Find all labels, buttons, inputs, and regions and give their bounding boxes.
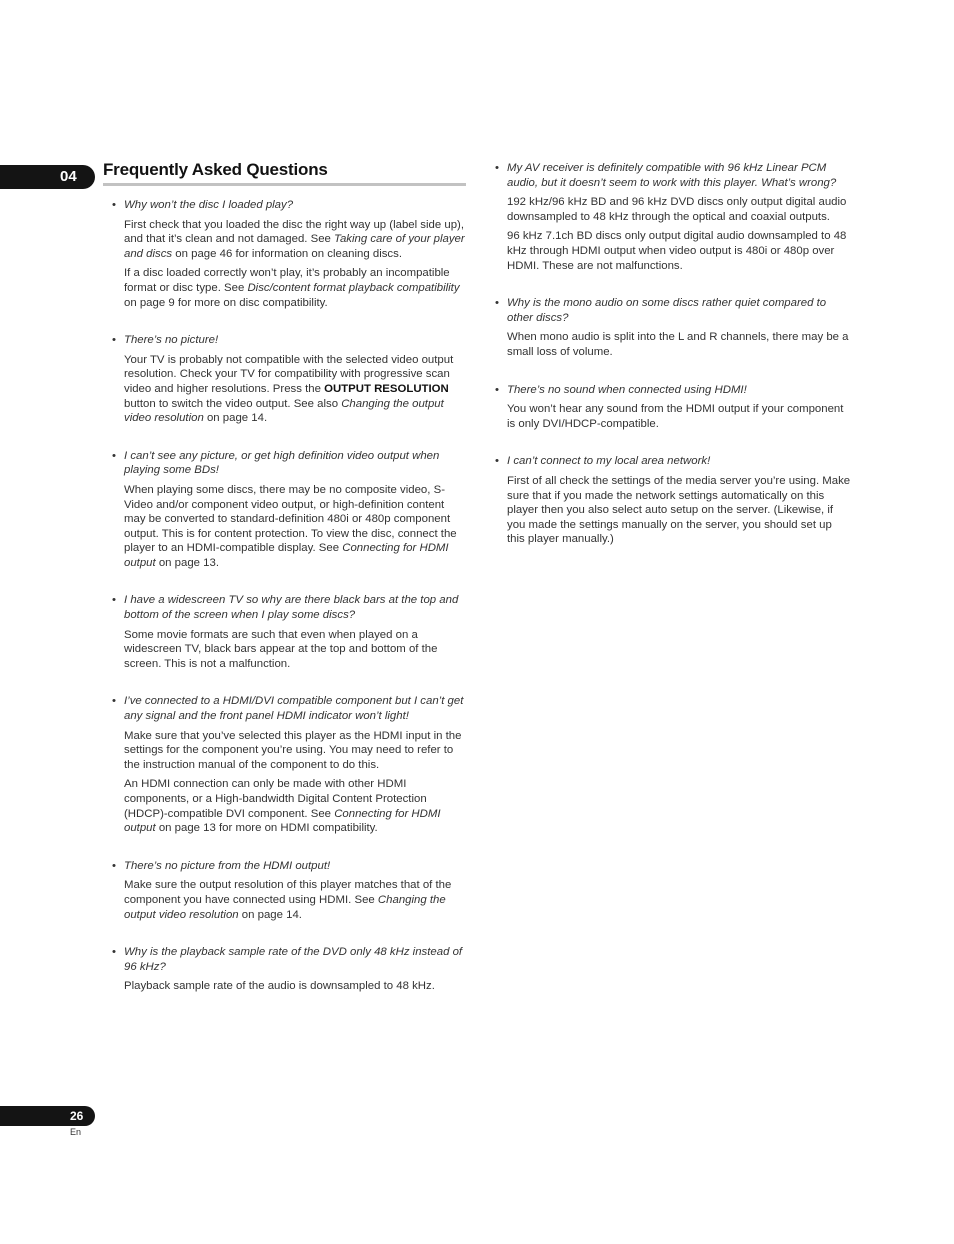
page-language: En [70,1127,82,1137]
answer-text: 96 kHz 7.1ch BD discs only output digital audio downsampled to 48 kHz through HDMI output when video output is 480i or 480p over HDMI. These are not malfunctions. [507,230,847,272]
bullet-icon: • [112,449,116,462]
answer-text: on page 13 for more on HDMI compatibility. [155,822,378,835]
answer-text: Your TV is probably not compatible with the selected video output resolution. Check your TV for compatibility with progressive scan video and higher resolutions. Press the [124,353,454,395]
faq-answer [507,195,852,224]
faq-item [112,449,466,571]
faq-item [495,454,852,547]
cross-reference: Changing the output video resolution [124,893,446,921]
answer-text: When playing some discs, there may be no composite video, S-Video and/or component video output, or high-definition content may be converted to standard-definition 480i or 480p component output. This is for content protection. To view the disc, connect the player to an HDMI-compatible display. See [124,483,457,555]
faq-question [112,859,466,874]
question-text: Why is the playback sample rate of the DVD only 48 kHz instead of 96 kHz? [124,946,463,973]
question-text: I have a widescreen TV so why are there black bars at the top and bottom of the screen when I play some discs? [124,594,459,622]
answer-text: on page 14. [203,412,268,425]
bullet-icon: • [112,946,116,959]
faq-question [112,945,466,974]
bullet-icon: • [495,297,499,310]
question-text: I can’t connect to my local area network! [507,455,711,468]
faq-answer [124,353,466,426]
question-text: My AV receiver is definitely compatible with 96 kHz Linear PCM audio, but it doesn’t seem to work with this player. What’s wrong? [507,162,837,189]
faq-answer [124,979,466,994]
faq-answer [124,628,466,672]
answer-text: You won’t hear any sound from the HDMI output if your component is only DVI/HDCP-compatible. [507,403,844,430]
faq-answer [124,777,466,835]
bullet-icon: • [112,334,116,347]
cross-reference: Connecting for HDMI output [124,542,449,569]
faq-answer [507,402,852,431]
faq-question [495,161,852,190]
bullet-icon: • [112,695,116,708]
answer-text: First of all check the settings of the media server you’re using. Make sure that if you made the network settings automatically on this player then you also select auto setup on the server. (Likewise, if you made the settings manually on the server, you should set up this player manually.) [507,474,851,546]
faq-question [112,593,466,622]
answer-text: If a disc loaded correctly won’t play, it’s probably an incompatible format or disc type. See [124,267,450,294]
bullet-icon: • [112,859,116,872]
faq-answer [124,878,466,922]
faq-item [112,593,466,671]
faq-column-right [495,161,852,570]
bullet-icon: • [495,162,499,174]
bullet-icon: • [112,594,116,607]
answer-text: Make sure the output resolution of this player matches that of the component you have connected using HDMI. See [124,879,452,906]
answer-text: 192 kHz/96 kHz BD and 96 kHz DVD discs only output digital audio downsampled to 48 kHz through the optical and coaxial outputs. [507,196,847,223]
cross-reference: Taking care of your player and discs [124,233,465,260]
page-title: Frequently Asked Questions [103,160,328,179]
question-text: I can’t see any picture, or get high definition video output when playing some BDs! [124,449,440,477]
button-name: OUTPUT RESOLUTION [324,382,449,395]
faq-item [112,694,466,835]
page-number-tab [0,1106,95,1126]
answer-text: Make sure that you’ve selected this player as the HDMI input in the settings for the component you’re using. You may need to refer to the instruction manual of the component to do this. [124,729,462,771]
faq-item [112,945,466,994]
answer-text: When mono audio is split into the L and R channels, there may be a small loss of volume. [507,331,849,358]
faq-answer [124,218,466,262]
answer-text: on page 46 for information on cleaning discs. [172,247,402,260]
question-text: There’s no sound when connected using HDMI! [507,383,747,396]
answer-text: button to switch the video output. See also [124,397,342,410]
answer-text: First check that you loaded the disc the right way up (label side up), and that it’s clean and not damaged. See [124,218,465,246]
faq-question [495,296,852,325]
bullet-icon: • [495,383,499,396]
answer-text: on page 9 for more on disc compatibility. [124,296,328,309]
cross-reference: Disc/content format playback compatibility [247,281,460,294]
faq-answer [124,266,466,310]
title-divider [103,183,466,186]
faq-item [112,198,466,310]
question-text: Why won’t the disc I loaded play? [124,199,294,211]
faq-item [495,161,852,273]
faq-item [495,383,852,432]
answer-text: on page 14. [238,908,302,921]
chapter-number: 04 [60,168,77,185]
chapter-tab [0,165,95,189]
faq-answer [124,729,466,773]
faq-question [112,333,466,348]
answer-text: An HDMI connection can only be made with other HDMI components, or a High-bandwidth Digital Content Protection (HDCP)-compatible DVI component. See [124,778,427,820]
question-text: Why is the mono audio on some discs rather quiet compared to other discs? [507,297,827,324]
faq-column-left [112,198,466,1017]
faq-question [112,449,466,478]
faq-item [112,333,466,426]
faq-answer [507,330,852,359]
faq-item [495,296,852,359]
page-number: 26 [70,1109,84,1123]
faq-answer [507,229,852,273]
question-text: There’s no picture from the HDMI output! [124,859,331,872]
answer-text: on page 13. [155,556,220,569]
faq-question [495,383,852,398]
faq-question [495,454,852,469]
faq-question [112,694,466,723]
question-text: There’s no picture! [124,334,219,347]
faq-answer [124,483,466,571]
cross-reference: Changing the output video resolution [124,397,444,425]
faq-item [112,859,466,922]
cross-reference: Connecting for HDMI output [124,807,441,835]
question-text: I’ve connected to a HDMI/DVI compatible component but I can’t get any signal and the front panel HDMI indicator won’t light! [124,695,464,723]
answer-text: Playback sample rate of the audio is downsampled to 48 kHz. [124,980,435,993]
bullet-icon: • [495,455,499,468]
faq-question [112,198,466,213]
faq-answer [507,474,852,547]
answer-text: Some movie formats are such that even when played on a widescreen TV, black bars appear at the top and bottom of the screen. This is not a malfunction. [124,628,438,670]
bullet-icon: • [112,199,116,211]
